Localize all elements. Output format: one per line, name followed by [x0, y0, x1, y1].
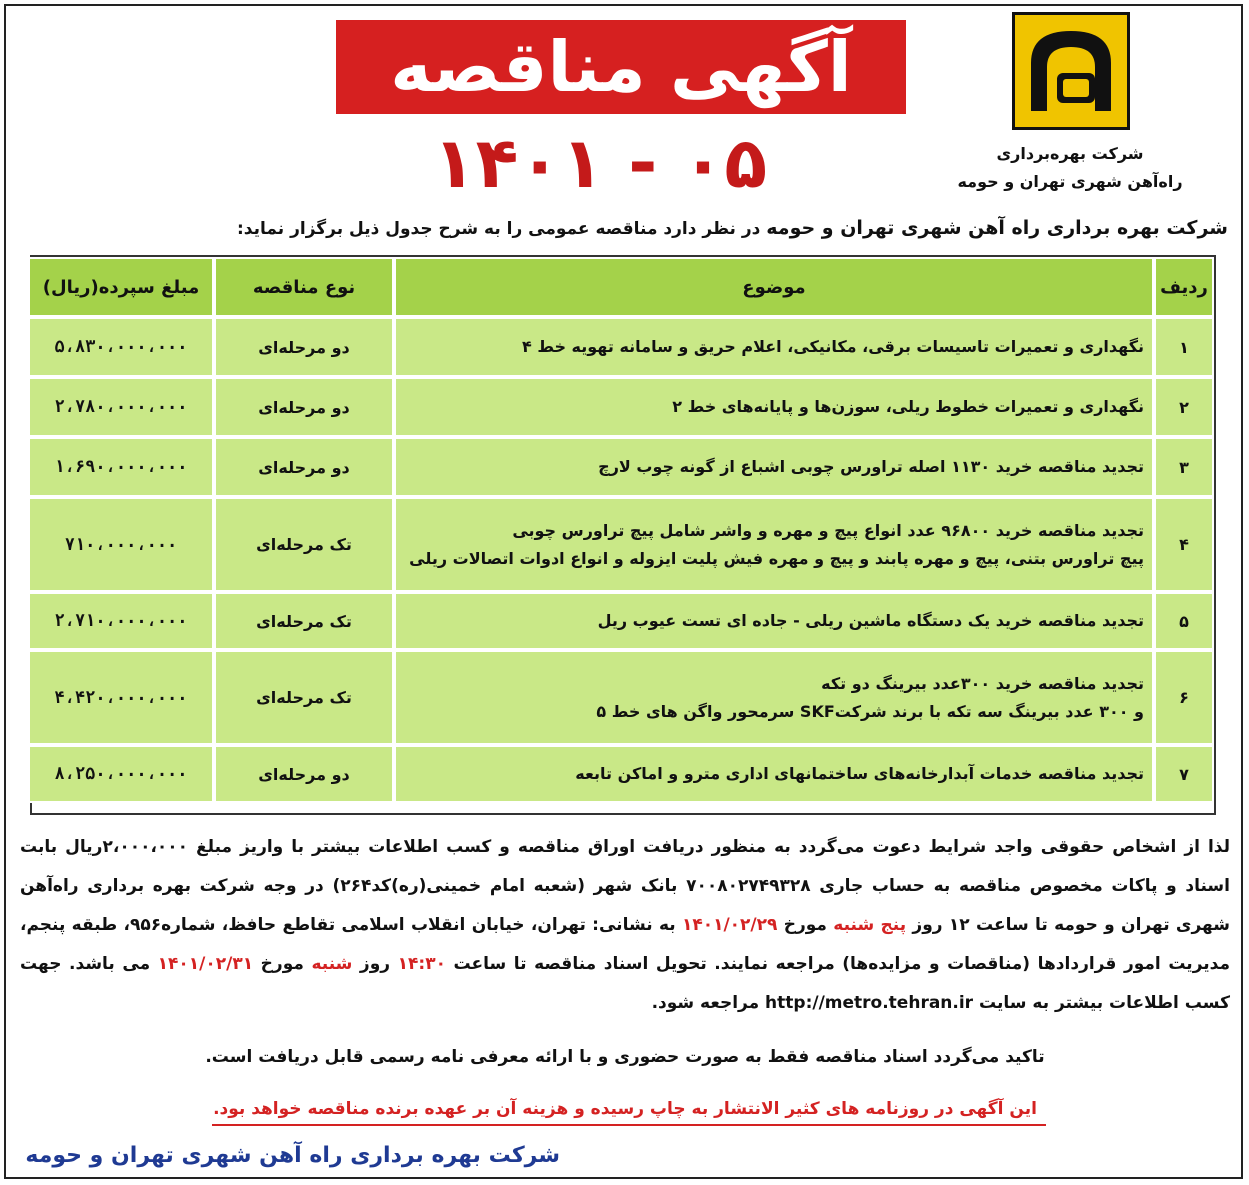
note-underline	[212, 1124, 1046, 1126]
company-line-1: شرکت بهره‌برداری	[996, 144, 1144, 163]
row-number: ۴	[1154, 497, 1214, 592]
ad-number: ۱۴۰۱ - ۰۵	[432, 122, 768, 204]
row-tender-type: دو مرحله‌ای	[214, 317, 394, 377]
intro-text	[20, 214, 1228, 243]
deadline-day: پنج شنبه	[833, 915, 907, 935]
row-number: ۳	[1154, 437, 1214, 497]
tender-table	[30, 255, 1216, 815]
row-number: ۲	[1154, 377, 1214, 437]
deadline-date: ۱۴۰۱/۰۲/۲۹	[681, 915, 778, 935]
banner-title: آگهی مناقصه	[336, 20, 906, 114]
signature: شرکت بهره برداری راه آهن شهری تهران و حومه	[25, 1143, 560, 1168]
row-deposit-amount: ۲،۷۸۰،۰۰۰،۰۰۰	[28, 377, 214, 437]
row-subject	[394, 317, 1154, 377]
row-subject	[394, 745, 1154, 803]
paragraph-text: می باشد. جهت کسب اطلاعات بیشتر به سایت	[20, 954, 1230, 1013]
row-subject	[394, 437, 1154, 497]
subject-line: پیچ تراورس بتنی، پیچ و مهره پابند و پیچ و مهره فیش پلیت ایزوله و انواع ادوات اتصالات ریلی	[409, 548, 1144, 568]
row-deposit-amount: ۵،۸۳۰،۰۰۰،۰۰۰	[28, 317, 214, 377]
metro-logo	[1012, 12, 1130, 130]
header-tender-type: نوع مناقصه	[214, 257, 394, 317]
intro-company: شرکت بهره برداری راه آهن شهری تهران و حومه	[766, 217, 1228, 239]
subject-line: و ۳۰۰ عدد بیرینگ سه تکه با برند شرکتSKF سرمحور واگن های خط ۵	[596, 701, 1144, 721]
header-deposit-amount: مبلغ سپرده(ریال)	[28, 257, 214, 317]
row-deposit-amount: ۲،۷۱۰،۰۰۰،۰۰۰	[28, 592, 214, 650]
header-row-number: ردیف	[1154, 257, 1214, 317]
company-line-2: راه‌آهن شهری تهران و حومه	[957, 172, 1183, 191]
row-tender-type: تک مرحله‌ای	[214, 592, 394, 650]
row-number: ۶	[1154, 650, 1214, 745]
delivery-time: ۱۴:۳۰	[397, 954, 446, 974]
company-name-small	[950, 140, 1190, 196]
subject-line: تجدید مناقصه خدمات آبدارخانه‌های ساختمانهای اداری مترو و اماکن تابعه	[575, 764, 1144, 783]
delivery-date: ۱۴۰۱/۰۲/۳۱	[157, 954, 254, 974]
paragraph-text: مورخ	[777, 915, 834, 935]
row-number: ۵	[1154, 592, 1214, 650]
header-subject: موضوع	[394, 257, 1154, 317]
publication-cost-note: این آگهی در روزنامه های کثیر الانتشار به چاپ رسیده و هزینه آن بر عهده برنده مناقصه خواهد بود.	[213, 1099, 1037, 1119]
row-deposit-amount: ۴،۴۲۰،۰۰۰،۰۰۰	[28, 650, 214, 745]
row-deposit-amount: ۱،۶۹۰،۰۰۰،۰۰۰	[28, 437, 214, 497]
row-deposit-amount: ۸،۲۵۰،۰۰۰،۰۰۰	[28, 745, 214, 803]
tender-instructions	[20, 828, 1230, 1023]
row-subject	[394, 377, 1154, 437]
row-subject	[394, 592, 1154, 650]
subject-line: تجدید مناقصه خرید ۹۶۸۰۰ عدد انواع پیچ و مهره و واشر شامل پیچ تراورس چوبی	[512, 520, 1144, 540]
row-number: ۱	[1154, 317, 1214, 377]
paragraph-text: مورخ	[253, 954, 312, 974]
row-tender-type: دو مرحله‌ای	[214, 377, 394, 437]
delivery-day: شنبه	[311, 954, 353, 974]
row-number: ۷	[1154, 745, 1214, 803]
row-tender-type: دو مرحله‌ای	[214, 745, 394, 803]
row-tender-type: دو مرحله‌ای	[214, 437, 394, 497]
subject-line: تجدید مناقصه خرید یک دستگاه ماشین ریلی - جاده ای تست عیوب ریل	[597, 611, 1144, 630]
row-subject	[394, 497, 1154, 592]
row-deposit-amount: ۷۱۰،۰۰۰،۰۰۰	[28, 497, 214, 592]
subject-line: نگهداری و تعمیرات تاسیسات برقی، مکانیکی، اعلام حریق و سامانه تهویه خط ۴	[521, 337, 1144, 356]
row-subject	[394, 650, 1154, 745]
subject-line: نگهداری و تعمیرات خطوط ریلی، سوزن‌ها و پایانه‌های خط ۲	[672, 397, 1144, 416]
paragraph-text: مراجعه شود.	[651, 993, 766, 1013]
in-person-note: تاکید می‌گردد اسناد مناقصه فقط به صورت حضوری و با ارائه معرفی نامه رسمی قابل دریافت است.	[205, 1047, 1045, 1067]
intro-rest: در نظر دارد مناقصه عمومی را به شرح جدول ذیل برگزار نماید:	[237, 219, 767, 239]
website-link[interactable]: http://metro.tehran.ir	[765, 993, 974, 1013]
paragraph-text: لذا از اشخاص حقوقی واجد شرایط دعوت می‌گردد به منظور دریافت اوراق مناقصه و کسب اطلاعات بیشتر با واریز مبلغ ۲،۰۰۰،۰۰۰ریال بابت اسناد و پاکات مخصوص مناقصه به حساب جاری ۷۰۰۸۰۲۷۴۹۳۲۸ بانک شهر (شعبه امام خمینی(ره)کد۲۶۴) در وجه شرکت بهره برداری راه‌آهن شهری تهران و حومه تا ساعت ۱۲ روز	[20, 837, 1231, 935]
paragraph-text: روز	[352, 954, 398, 974]
row-tender-type: تک مرحله‌ای	[214, 497, 394, 592]
metro-logo-icon	[1023, 23, 1119, 119]
row-tender-type: تک مرحله‌ای	[214, 650, 394, 745]
paragraph-text: به نشانی: تهران، خیابان انقلاب اسلامی تقاطع حافظ، شماره۹۵۶، طبقه پنجم، مدیریت امور قراردادها (مناقصات و مزایده‌ها) مراجعه نمایند. تحویل اسناد مناقصه تا ساعت	[20, 915, 1230, 974]
subject-line: تجدید مناقصه خرید ۱۱۳۰ اصله تراورس چوبی اشباع از گونه چوب لارچ	[598, 457, 1144, 476]
subject-line: تجدید مناقصه خرید ۳۰۰عدد بیرینگ دو تکه	[821, 673, 1144, 693]
